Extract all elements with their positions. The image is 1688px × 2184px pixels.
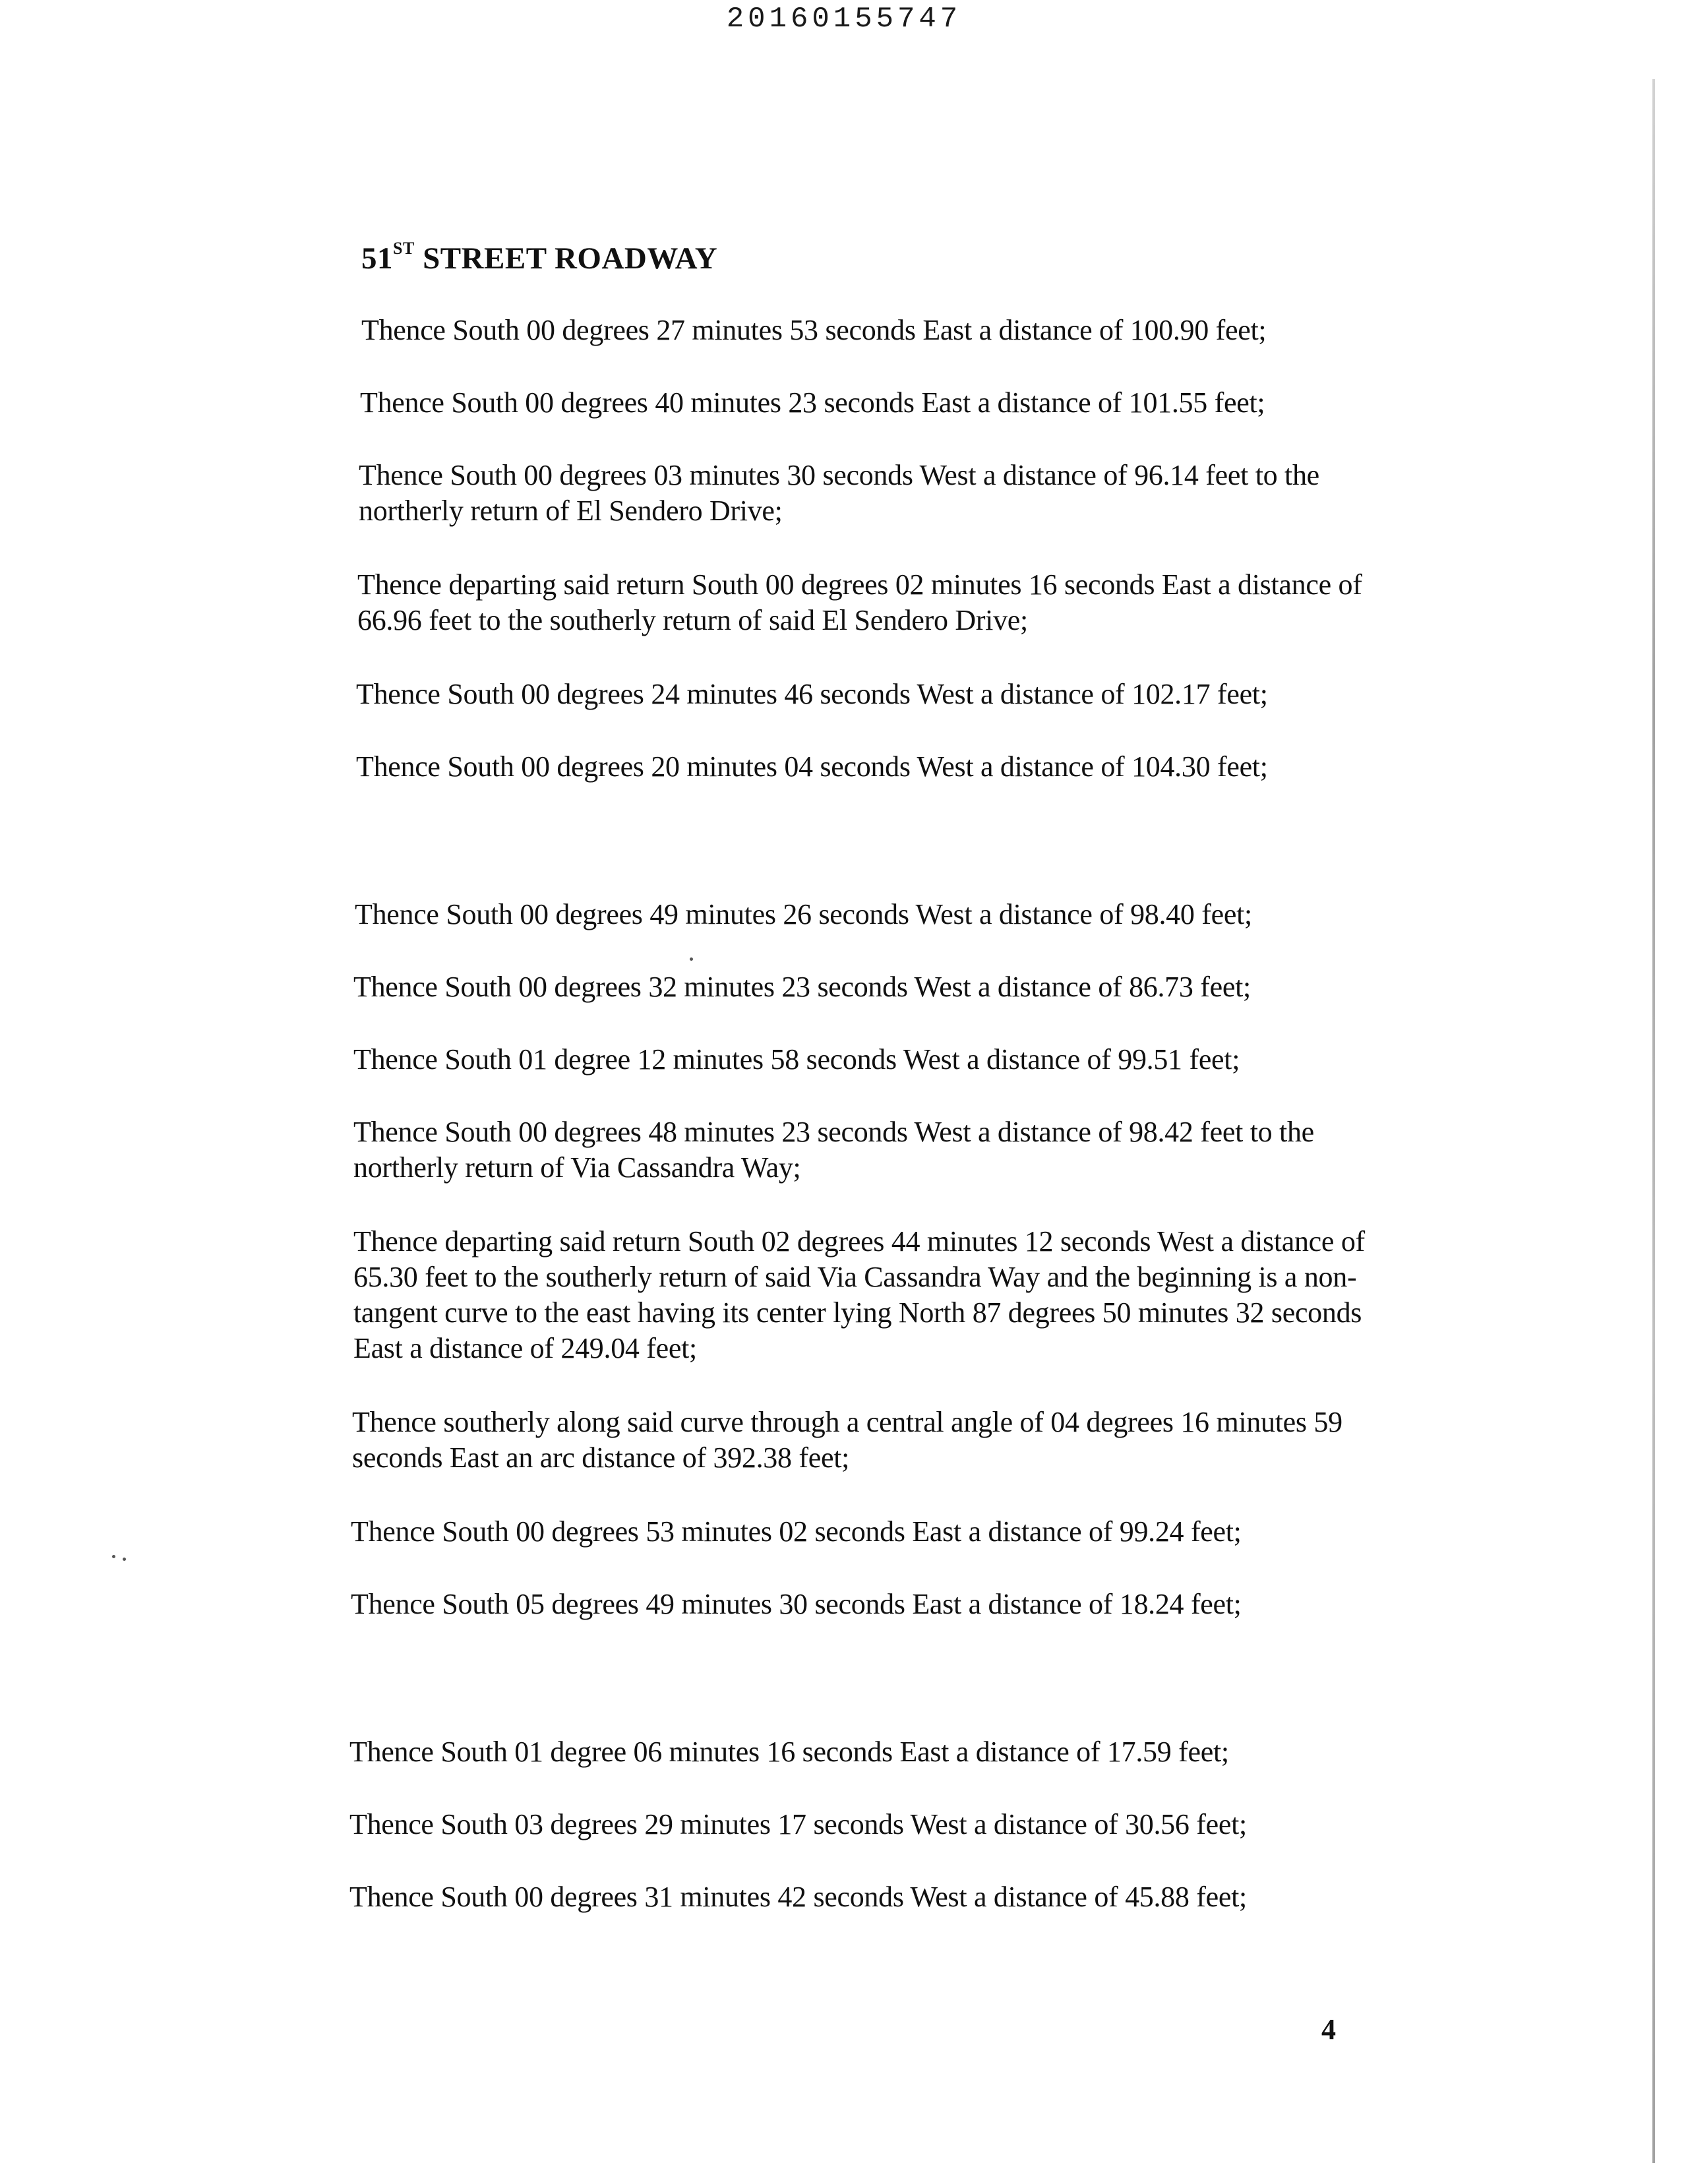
legal-description-line: Thence departing said return South 02 degrees 44 minutes 12 seconds West a distance of 65.30 feet to the southerly return of said Via Cassandra Way and the beginning is a non-tangent curve to the east having its center lying North 87 degrees 50 minutes 32 seconds East a distance of 249.04 feet;: [353, 1225, 1365, 1364]
scan-speck: [123, 1558, 126, 1561]
page-number: 4: [1321, 2013, 1336, 2046]
heading-ordinal-suffix: ST: [393, 239, 415, 258]
scan-speck: [690, 957, 693, 961]
legal-description-line: Thence South 01 degree 12 minutes 58 seconds West a distance of 99.51 feet;: [353, 1043, 1240, 1076]
legal-description-line: Thence South 00 degrees 31 minutes 42 seconds West a distance of 45.88 feet;: [349, 1881, 1247, 1913]
scan-speck: [112, 1555, 115, 1558]
heading-ordinal: 51: [361, 241, 393, 276]
legal-description-line: Thence South 05 degrees 49 minutes 30 seconds East a distance of 18.24 feet;: [351, 1588, 1242, 1620]
legal-description-line: Thence South 00 degrees 24 minutes 46 seconds West a distance of 102.17 feet;: [356, 678, 1268, 710]
legal-description-line: Thence South 01 degree 06 minutes 16 seconds East a distance of 17.59 feet;: [349, 1736, 1229, 1768]
legal-description-line: Thence South 00 degrees 49 minutes 26 seconds West a distance of 98.40 feet;: [355, 898, 1252, 930]
legal-description-line: Thence South 00 degrees 03 minutes 30 seconds West a distance of 96.14 feet to the northerly return of El Sendero Drive;: [359, 459, 1319, 527]
legal-description-line: Thence South 00 degrees 48 minutes 23 seconds West a distance of 98.42 feet to the northerly return of Via Cassandra Way;: [353, 1116, 1314, 1184]
legal-description-line: Thence departing said return South 00 degrees 02 minutes 16 seconds East a distance of 66.96 feet to the southerly return of said El Sendero Drive;: [357, 568, 1362, 636]
legal-description-line: Thence South 03 degrees 29 minutes 17 seconds West a distance of 30.56 feet;: [349, 1808, 1247, 1840]
document-number: 20160155747: [726, 3, 962, 36]
legal-description-line: Thence South 00 degrees 27 minutes 53 seconds East a distance of 100.90 feet;: [361, 314, 1267, 346]
section-heading: [361, 239, 717, 276]
scan-edge-line: [1652, 79, 1655, 2163]
legal-description-line: Thence South 00 degrees 53 minutes 02 seconds East a distance of 99.24 feet;: [351, 1515, 1242, 1548]
legal-description-line: Thence southerly along said curve through a central angle of 04 degrees 16 minutes 59 seconds East an arc distance of 392.38 feet;: [352, 1406, 1342, 1474]
legal-description-line: Thence South 00 degrees 40 minutes 23 seconds East a distance of 101.55 feet;: [360, 386, 1265, 419]
legal-description-line: Thence South 00 degrees 32 minutes 23 seconds West a distance of 86.73 feet;: [353, 971, 1251, 1003]
heading-text: STREET ROADWAY: [423, 241, 718, 276]
legal-description-line: Thence South 00 degrees 20 minutes 04 seconds West a distance of 104.30 feet;: [356, 750, 1268, 783]
